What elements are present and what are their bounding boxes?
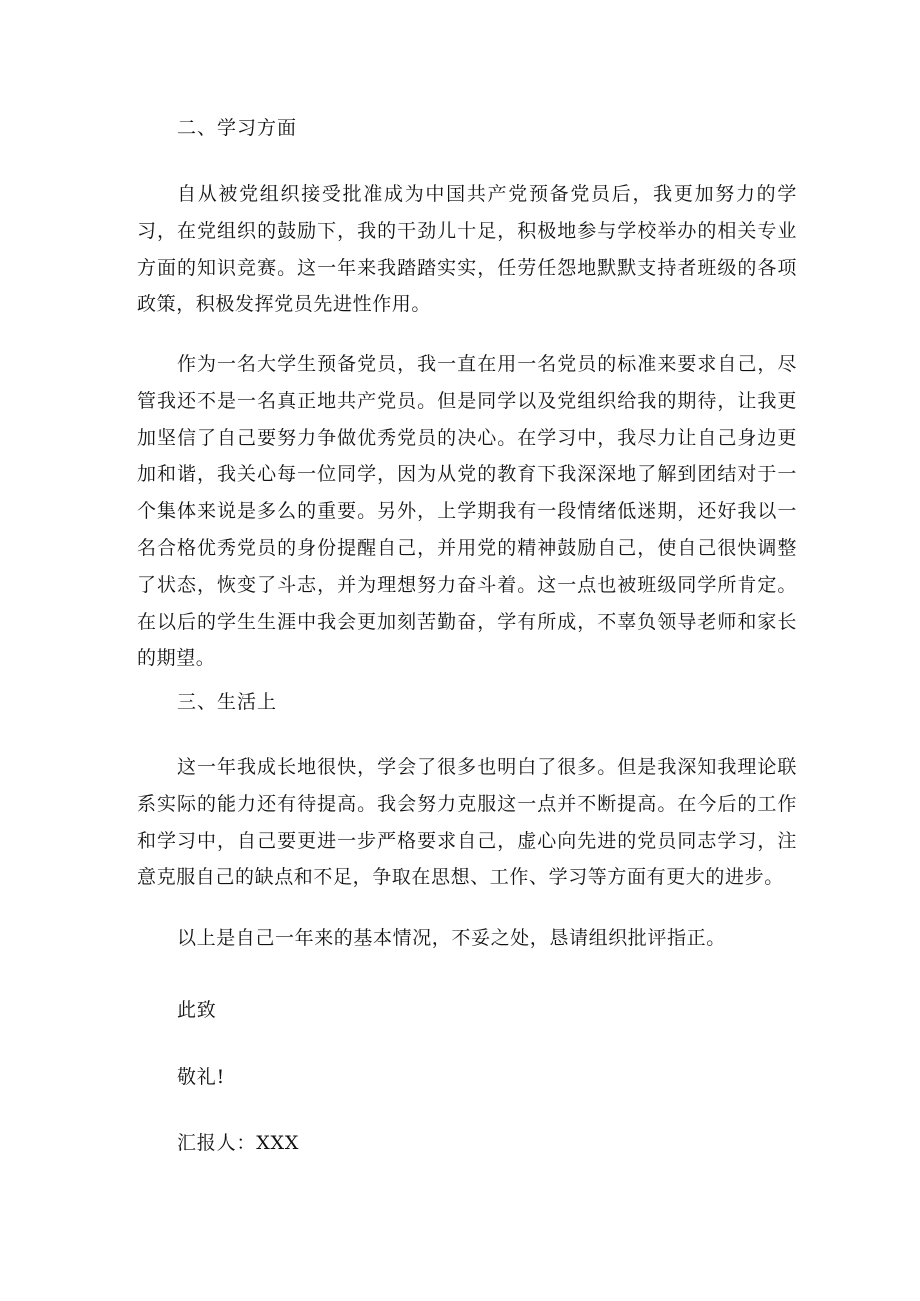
section-heading-life: 三、生活上 xyxy=(177,691,278,713)
section-heading-study: 二、学习方面 xyxy=(177,117,298,139)
reporter-signature: 汇报人：XXX xyxy=(177,1132,300,1154)
closing-paragraph: 以上是自己一年来的基本情况，不妥之处，恳请组织批评指正。 xyxy=(177,927,726,949)
life-paragraph-1: 这一年我成长地很快，学会了很多也明白了很多。但是我深知我理论联系实际的能力还有待提高。我会努力克服这一点并不断提高。在今后的工作和学习中，自己要更进一步严格要求自己，虚心向先进的党员同志学习，注意克服自己的缺点和不足，争取在思想、工作、学习等方面有更大的进步。 xyxy=(137,756,797,889)
study-paragraph-2: 作为一名大学生预备党员，我一直在用一名党员的标准来要求自己，尽管我还不是一名真正地共产党员。但是同学以及党组织给我的期待，让我更加坚信了自己要努力争做优秀党员的决心。在学习中，我尽力让自己身边更加和谐，我关心每一位同学，因为从党的教育下我深深地了解到团结对于一个集体来说是多么的重要。另外，上学期我有一段情绪低迷期，还好我以一名合格优秀党员的身份提醒自己，并用党的精神鼓励自己，使自己很快调整了状态，恢变了斗志，并为理想努力奋斗着。这一点也被班级同学所肯定。在以后的学生生涯中我会更加刻苦勤奋，学有所成，不辜负领导老师和家长的期望。 xyxy=(137,353,797,670)
salutation-line-2: 敬礼! xyxy=(177,1066,226,1088)
study-paragraph-1: 自从被党组织接受批准成为中国共产党预备党员后，我更加努力的学习，在党组织的鼓励下，我的干劲儿十足，积极地参与学校举办的相关专业方面的知识竞赛。这一年来我踏踏实实，任劳任怨地默默支持者班级的各项政策，积极发挥党员先进性作用。 xyxy=(137,183,797,316)
salutation-line-1: 此致 xyxy=(177,999,217,1021)
